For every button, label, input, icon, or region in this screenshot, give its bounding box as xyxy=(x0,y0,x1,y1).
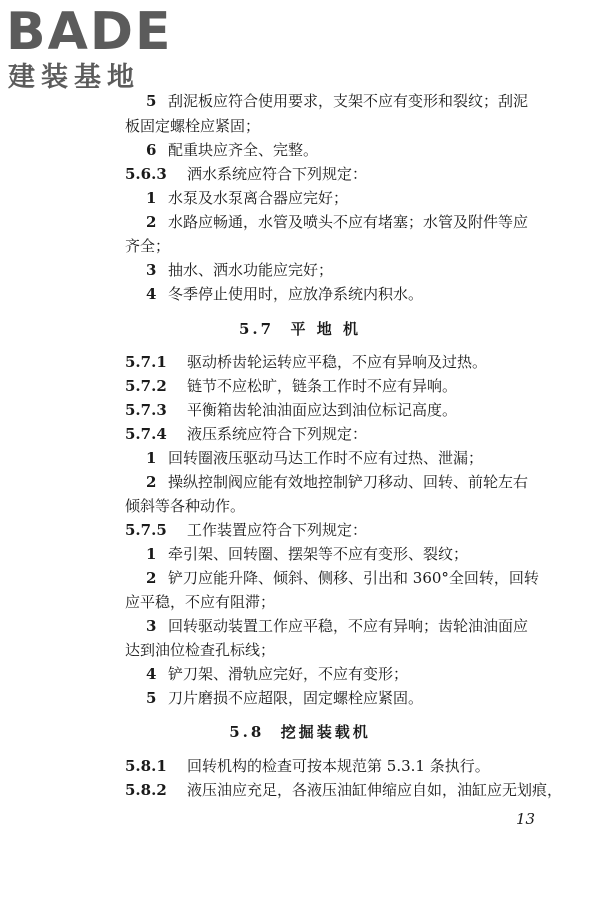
item-line: 1 牵引架、回转圈、摆架等不应有变形、裂纹； xyxy=(146,545,469,563)
item-line: 2 铲刀应能升降、倾斜、侧移、引出和 360°全回转，回转 xyxy=(146,569,539,587)
item-line: 3 抽水、洒水功能应完好； xyxy=(146,261,334,279)
item-line-continued: 应平稳，不应有阻滞； xyxy=(125,593,276,611)
clause-line: 5.8.2 液压油应充足，各液压油缸伸缩应自如，油缸应无划痕， xyxy=(125,781,563,799)
clause-line: 5.8.1 回转机构的检查可按本规范第 5.3.1 条执行。 xyxy=(125,757,490,775)
clause-line: 5.7.5 工作装置应符合下列规定： xyxy=(125,521,368,539)
clause-line: 5.7.1 驱动桥齿轮运转应平稳，不应有异响及过热。 xyxy=(125,353,488,371)
section-heading: 5.8 挖掘装载机 xyxy=(229,723,371,741)
item-line: 2 操纵控制阀应能有效地控制铲刀移动、回转、前轮左右 xyxy=(146,473,529,491)
item-line: 4 铲刀架、滑轨应完好，不应有变形； xyxy=(146,665,409,683)
item-line-continued: 齐全； xyxy=(125,237,171,255)
item-line: 6 配重块应齐全、完整。 xyxy=(146,141,319,159)
item-line: 1 回转圈液压驱动马达工作时不应有过热、泄漏； xyxy=(146,449,484,467)
section-heading: 5.7 平 地 机 xyxy=(238,320,361,338)
clause-line: 5.6.3 洒水系统应符合下列规定： xyxy=(125,165,368,183)
clause-line: 5.7.3 平衡箱齿轮油油面应达到油位标记高度。 xyxy=(125,401,458,419)
item-line: 4 冬季停止使用时，应放净系统内积水。 xyxy=(146,285,424,303)
item-line: 1 水泵及水泵离合器应完好； xyxy=(146,189,349,207)
page-number: 13 xyxy=(516,810,536,828)
item-line-continued: 倾斜等各种动作。 xyxy=(125,497,246,515)
item-line: 2 水路应畅通，水管及喷头不应有堵塞；水管及附件等应 xyxy=(146,213,529,231)
logo-wordmark: BADE xyxy=(6,2,173,62)
item-line-continued: 达到油位检查孔标线； xyxy=(125,641,276,659)
bade-logo xyxy=(6,4,181,96)
clause-line: 5.7.2 链节不应松旷，链条工作时不应有异响。 xyxy=(125,377,458,395)
item-line: 5 刮泥板应符合使用要求，支架不应有变形和裂纹；刮泥 xyxy=(146,92,529,110)
item-line-continued: 板固定螺栓应紧固； xyxy=(125,117,261,135)
clause-line: 5.7.4 液压系统应符合下列规定： xyxy=(125,425,368,443)
item-line: 3 回转驱动装置工作应平稳，不应有异响；齿轮油油面应 xyxy=(146,617,529,635)
item-line: 5 刀片磨损不应超限，固定螺栓应紧固。 xyxy=(146,689,424,707)
logo-subtitle: 建装基地 xyxy=(8,62,140,93)
